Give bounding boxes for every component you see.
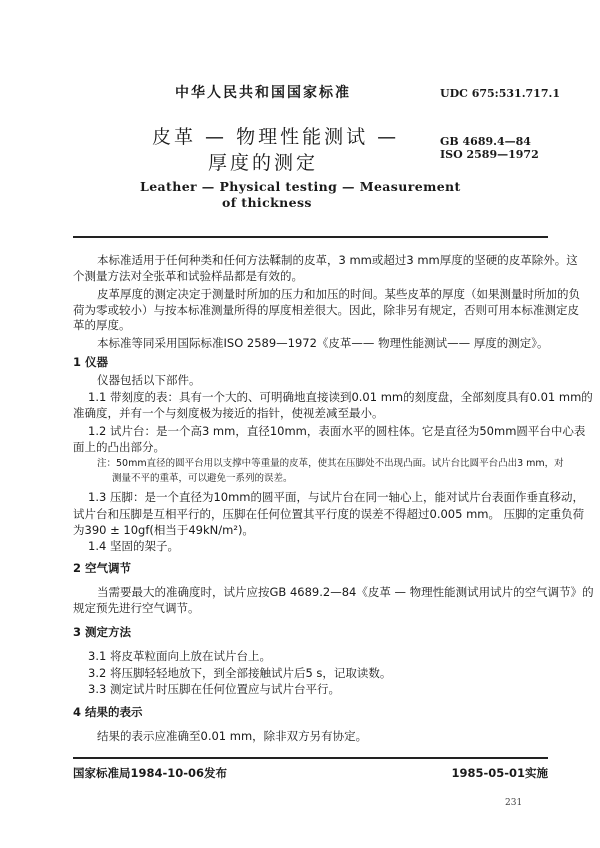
intro-paragraph-3: 本标准等同采用国际标准ISO 2589—1972《皮革—— 物理性能测试—— 厚度的测定》。: [97, 336, 549, 350]
intro-paragraph-2-cont: 荷为零或较小）与按本标准测量所得的厚度相差很大。因此，除非另有规定，否则可用本标准测定皮: [73, 303, 579, 317]
intro-paragraph-1-cont: 个测量方法对全张革和试验样品都是有效的。: [73, 269, 303, 283]
clause-1-1: 1.1 带刻度的表：具有一个大的、可明确地直接读到0.01 mm的刻度盘，全部刻度具有0.01 mm的: [88, 390, 593, 404]
top-divider: [73, 236, 548, 238]
clause-1-1-cont: 准确度，并有一个与刻度极为接近的指针，使视差减至最小。: [73, 406, 384, 420]
section-1-intro: 仪器包括以下部件。: [97, 373, 201, 387]
bottom-divider: [73, 757, 548, 759]
section-4-text: 结果的表示应准确至0.01 mm，除非双方另有协定。: [97, 729, 368, 743]
section-1-heading: 1 仪器: [73, 355, 109, 369]
section-2-text-cont: 规定预先进行空气调节。: [73, 601, 200, 615]
clause-3-2: 3.2 将压脚轻轻地放下，到全部接触试片后5 s，记取读数。: [88, 666, 392, 680]
clause-3-3: 3.3 测定试片时压脚在任何位置应与试片台平行。: [88, 682, 340, 696]
section-4-heading: 4 结果的表示: [73, 705, 143, 719]
effective-date: 1985-05-01实施: [451, 766, 548, 780]
note-1-2: 注：50mm直径的圆平台用以支撑中等重量的皮革，使其在压脚处不出现凸面。试片台比圆平台凸出3 mm，对: [97, 458, 564, 469]
intro-paragraph-2-end: 革的厚度。: [73, 318, 131, 332]
gb-number: GB 4689.4—84: [440, 135, 531, 148]
clause-1-2: 1.2 试片台：是一个高3 mm，直径10mm，表面水平的圆柱体。它是直径为50mm圆平台中心表: [88, 424, 586, 438]
udc-code: UDC 675:531.717.1: [440, 87, 560, 100]
english-title-line2: of thickness: [222, 195, 312, 210]
clause-1-3-end: 为390 ± 10gf(相当于49kN/m²)。: [73, 523, 254, 537]
iso-number: ISO 2589—1972: [440, 148, 539, 161]
title-line1: 皮革 — 物理性能测试 —: [152, 126, 400, 148]
section-2-heading: 2 空气调节: [73, 561, 132, 575]
standard-body: 中华人民共和国国家标准: [175, 85, 351, 101]
intro-paragraph-1: 本标准适用于任何种类和任何方法鞣制的皮革，3 mm或超过3 mm厚度的坚硬的皮革除外。这: [97, 253, 578, 267]
clause-1-3: 1.3 压脚：是一个直径为10mm的圆平面，与试片台在同一轴心上，能对试片台表面作垂直移动，: [88, 490, 584, 504]
intro-paragraph-2: 皮革厚度的测定决定于测量时所加的压力和加压的时间。某些皮革的厚度（如果测量时所加的负: [97, 287, 580, 301]
clause-1-4: 1.4 坚固的架子。: [88, 539, 179, 553]
issue-date: 国家标准局1984-10-06发布: [73, 766, 228, 780]
clause-3-1: 3.1 将皮革粒面向上放在试片台上。: [88, 649, 271, 663]
page-number: 231: [505, 798, 523, 808]
section-2-text: 当需要最大的准确度时，试片应按GB 4689.2—84《皮革 — 物理性能测试用试片的空气调节》的: [97, 585, 594, 599]
clause-1-2-cont: 面上的凸出部分。: [73, 440, 165, 454]
clause-1-3-cont: 试片台和压脚是互相平行的，压脚在任何位置其平行度的误差不得超过0.005 mm。 压脚的定重负荷: [73, 507, 585, 521]
section-3-heading: 3 测定方法: [73, 625, 132, 639]
title-line2: 厚度的测定: [208, 152, 319, 174]
english-title-line1: Leather — Physical testing — Measurement: [140, 179, 461, 194]
note-1-2-cont: 测量不平的重革，可以避免一系列的误差。: [112, 473, 293, 484]
